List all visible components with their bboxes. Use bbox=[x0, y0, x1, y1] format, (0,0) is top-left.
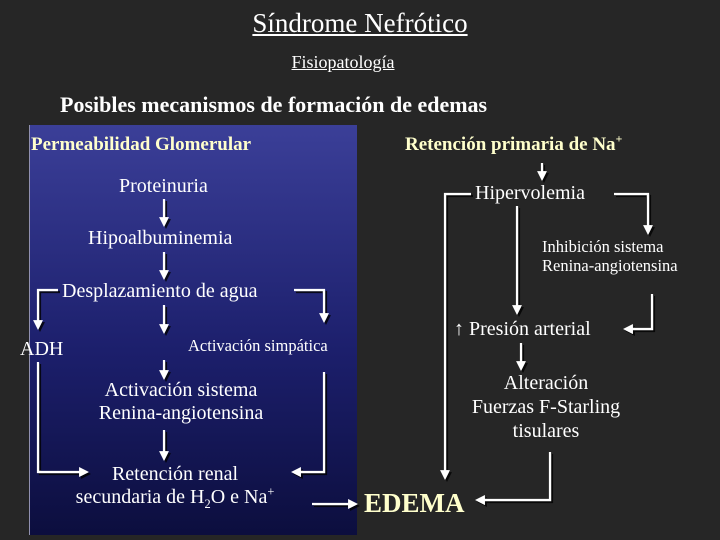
retencion-line2-a: secundaria de H bbox=[75, 486, 205, 508]
presion-arterial-label: Presión arterial bbox=[469, 318, 591, 340]
section-heading: Posibles mecanismos de formación de edemas bbox=[60, 92, 488, 117]
arrow-alteracion-edema bbox=[478, 452, 550, 500]
increase-arrow-icon: ↑ bbox=[454, 318, 464, 340]
page-subtitle: Fisiopatología bbox=[291, 52, 395, 72]
arrow-loop-retencion bbox=[294, 372, 324, 472]
activacion-ras-line1: Activación sistema bbox=[104, 379, 258, 401]
retencion-primaria-superscript: + bbox=[615, 132, 623, 146]
arrow-adh-retencion bbox=[38, 362, 86, 472]
retencion-line1: Retención renal bbox=[111, 463, 239, 485]
inhibicion-line2: Renina-angiotensina bbox=[542, 255, 678, 275]
alteracion-line2: Fuerzas F-Starling bbox=[471, 396, 621, 418]
arrow-hipervolemia-inhibicion bbox=[614, 194, 648, 232]
node-activacion-simpatica: Activación simpática bbox=[188, 336, 328, 355]
arrow-inhibicion-presion bbox=[626, 294, 652, 329]
node-permeabilidad-glomerular: Permeabilidad Glomerular bbox=[31, 134, 252, 155]
inhibicion-line1: Inhibición sistema bbox=[542, 237, 664, 256]
retencion-primaria-text: Retención primaria de Na bbox=[405, 134, 616, 155]
activacion-ras-line2: Renina-angiotensina bbox=[98, 402, 264, 424]
retencion-superscript: + bbox=[267, 484, 275, 499]
node-adh: ADH bbox=[20, 338, 64, 360]
node-desplazamiento-agua: Desplazamiento de agua bbox=[62, 280, 258, 302]
node-hipervolemia: Hipervolemia bbox=[475, 182, 585, 204]
node-proteinuria: Proteinuria bbox=[119, 175, 208, 197]
retencion-line2-b: O e Na bbox=[210, 486, 268, 508]
retencion-subscript: 2 bbox=[204, 497, 211, 511]
arrow-hipervolemia-edema bbox=[445, 194, 471, 477]
alteracion-line1: Alteración bbox=[503, 372, 589, 394]
node-hipoalbuminemia: Hipoalbuminemia bbox=[88, 227, 233, 249]
alteracion-line3: tisulares bbox=[512, 420, 580, 442]
page-title: Síndrome Nefrótico bbox=[252, 8, 468, 38]
arrow-desplazamiento-loop-right bbox=[294, 290, 324, 320]
arrow-desplazamiento-adh bbox=[38, 290, 58, 327]
node-edema: EDEMA bbox=[364, 488, 465, 518]
